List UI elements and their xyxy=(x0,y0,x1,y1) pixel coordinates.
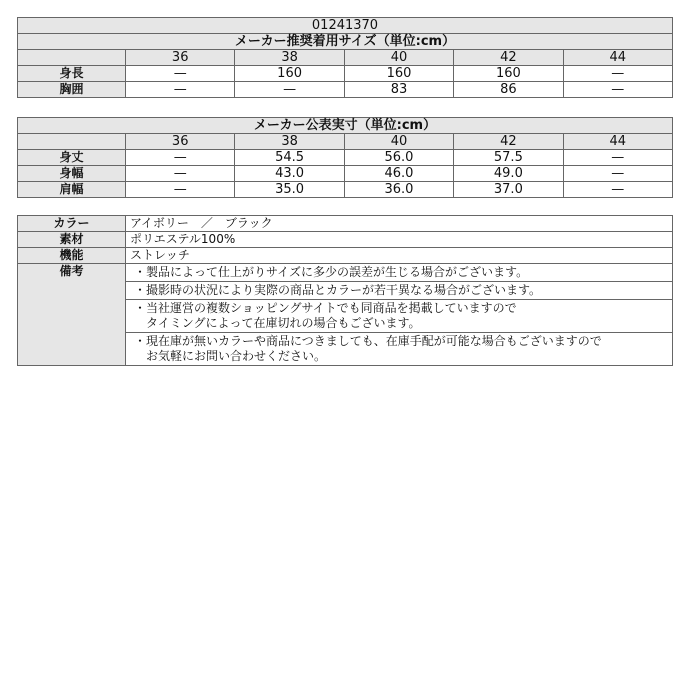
note-item xyxy=(126,333,673,366)
cell-value: — xyxy=(126,182,235,198)
cell-value: 37.0 xyxy=(454,182,563,198)
recommended-size-table xyxy=(17,17,673,98)
size-header: 38 xyxy=(235,134,344,150)
table-row xyxy=(18,248,673,264)
material-label: 素材 xyxy=(18,232,126,248)
note-line: タイミングによって在庫切れの場合もございます。 xyxy=(146,316,421,330)
table-row xyxy=(18,264,673,282)
size-header: 44 xyxy=(563,134,672,150)
cell-value: 36.0 xyxy=(344,182,453,198)
cell-value: 43.0 xyxy=(235,166,344,182)
size-header: 44 xyxy=(563,50,672,66)
note-item xyxy=(126,264,673,282)
product-info-table xyxy=(17,215,673,366)
cell-value: 54.5 xyxy=(235,150,344,166)
size-header: 38 xyxy=(235,50,344,66)
note-line: ・撮影時の状況により実際の商品とカラーが若干異なる場合がございます。 xyxy=(134,283,542,297)
table-row xyxy=(18,82,673,98)
cell-value: 57.5 xyxy=(454,150,563,166)
cell-value: 83 xyxy=(344,82,453,98)
corner-cell xyxy=(18,50,126,66)
cell-value: — xyxy=(126,150,235,166)
note-line: ・当社運営の複数ショッピングサイトでも同商品を掲載していますので xyxy=(134,301,517,315)
cell-value: 160 xyxy=(454,66,563,82)
cell-value: 160 xyxy=(235,66,344,82)
note-item xyxy=(126,300,673,333)
note-line: お気軽にお問い合わせください。 xyxy=(146,349,327,363)
function-value: ストレッチ xyxy=(126,248,673,264)
cell-value: — xyxy=(126,166,235,182)
recommended-title: メーカー推奨着用サイズ（単位:cm） xyxy=(18,34,673,50)
cell-value: — xyxy=(563,150,672,166)
actual-size-table xyxy=(17,117,673,198)
cell-value: 86 xyxy=(454,82,563,98)
color-label: カラー xyxy=(18,216,126,232)
cell-value: — xyxy=(563,166,672,182)
cell-value: 46.0 xyxy=(344,166,453,182)
cell-value: — xyxy=(235,82,344,98)
cell-value: 49.0 xyxy=(454,166,563,182)
table-row xyxy=(18,66,673,82)
size-header: 40 xyxy=(344,50,453,66)
row-label: 身丈 xyxy=(18,150,126,166)
cell-value: 160 xyxy=(344,66,453,82)
note-line: ・現在庫が無いカラーや商品につきましても、在庫手配が可能な場合もございますので xyxy=(134,334,602,348)
cell-value: — xyxy=(126,66,235,82)
note-item xyxy=(126,282,673,300)
notes-label: 備考 xyxy=(18,264,126,366)
function-label: 機能 xyxy=(18,248,126,264)
corner-cell xyxy=(18,134,126,150)
cell-value: — xyxy=(563,66,672,82)
note-line: ・製品によって仕上がりサイズに多少の誤差が生じる場合がございます。 xyxy=(134,265,529,279)
size-header: 36 xyxy=(126,134,235,150)
table-row xyxy=(18,166,673,182)
cell-value: 56.0 xyxy=(344,150,453,166)
size-header: 42 xyxy=(454,134,563,150)
row-label: 肩幅 xyxy=(18,182,126,198)
product-code: 01241370 xyxy=(18,18,673,34)
table-row xyxy=(18,232,673,248)
size-header: 42 xyxy=(454,50,563,66)
cell-value: — xyxy=(126,82,235,98)
actual-title: メーカー公表実寸（単位:cm） xyxy=(18,118,673,134)
size-header: 36 xyxy=(126,50,235,66)
color-value: アイボリー ／ ブラック xyxy=(126,216,673,232)
row-label: 身長 xyxy=(18,66,126,82)
table-row xyxy=(18,182,673,198)
material-value: ポリエステル100% xyxy=(126,232,673,248)
size-header: 40 xyxy=(344,134,453,150)
row-label: 胸囲 xyxy=(18,82,126,98)
table-row xyxy=(18,216,673,232)
cell-value: — xyxy=(563,182,672,198)
row-label: 身幅 xyxy=(18,166,126,182)
cell-value: — xyxy=(563,82,672,98)
cell-value: 35.0 xyxy=(235,182,344,198)
table-row xyxy=(18,150,673,166)
